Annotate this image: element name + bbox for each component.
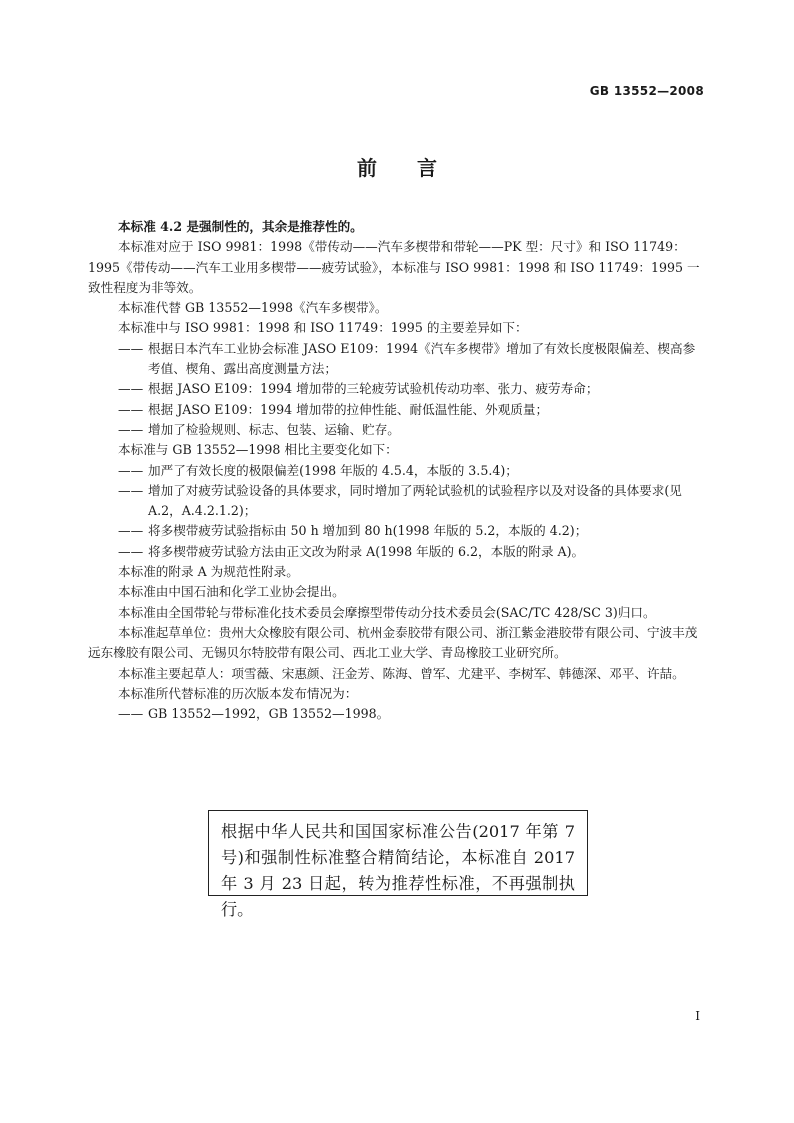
paragraph-committee: 本标准由全国带轮与带标准化技术委员会摩擦型带传动分技术委员会(SAC/TC 428/SC 3)归口。 <box>118 604 656 620</box>
paragraph-changes-intro: 本标准与 GB 13552—1998 相比主要变化如下： <box>118 442 398 458</box>
foreword-body <box>88 217 706 724</box>
dash-mark: —— <box>118 401 144 417</box>
page-number: I <box>695 1009 700 1023</box>
list-item: —— 根据 JASO E109：1994 增加带的拉伸性能、耐低温性能、外观质量； <box>118 400 706 420</box>
standard-number: GB 13552—2008 <box>589 84 704 98</box>
dash-mark: —— <box>118 381 144 397</box>
list-item: —— 加严了有效长度的极限偏差(1998 年版的 4.5.4，本版的 3.5.4)； <box>118 461 706 481</box>
dash-mark: —— <box>118 543 144 559</box>
dash-mark: —— <box>118 462 144 478</box>
list-item: —— 根据日本汽车工业协会标准 JASO E109：1994《汽车多楔带》增加了有效长度极限偏差、楔高参考值、楔角、露出高度测量方法； <box>118 340 696 377</box>
dash-mark: —— <box>118 706 144 722</box>
paragraph-proposed-by: 本标准由中国石油和化学工业协会提出。 <box>118 584 345 600</box>
list-item: —— 将多楔带疲劳试验指标由 50 h 增加到 80 h(1998 年版的 5.2，本版的 4.2)； <box>118 521 706 541</box>
dash-mark: —— <box>118 421 144 437</box>
paragraph-annex: 本标准的附录 A 为规范性附录。 <box>118 564 299 580</box>
dash-mark: —— <box>118 340 144 356</box>
dash-mark: —— <box>118 482 144 498</box>
paragraph-replaces: 本标准代替 GB 13552—1998《汽车多楔带》。 <box>118 300 388 316</box>
list-item: —— GB 13552—1992，GB 13552—1998。 <box>118 704 706 724</box>
paragraph-history-intro: 本标准所代替标准的历次版本发布情况为： <box>118 685 358 701</box>
status-notice-box: 根据中华人民共和国国家标准公告(2017 年第 7 号)和强制性标准整合精简结论，本标准自 2017 年 3 月 23 日起，转为推荐性标准，不再强制执行。 <box>208 810 588 896</box>
paragraph-drafting-units: 本标准起草单位：贵州大众橡胶有限公司、杭州金泰胶带有限公司、浙江紫金港胶带有限公司、宁波丰茂远东橡胶有限公司、无锡贝尔特胶带有限公司、西北工业大学、青岛橡胶工业研究所。 <box>88 624 698 661</box>
list-item: —— 根据 JASO E109：1994 增加带的三轮疲劳试验机传动功率、张力、疲劳寿命； <box>118 379 706 399</box>
paragraph-differences-intro: 本标准中与 ISO 9981：1998 和 ISO 11749：1995 的主要差异如下： <box>118 320 528 336</box>
list-item: —— 增加了对疲劳试验设备的具体要求，同时增加了两轮试验机的试验程序以及对设备的具体要求(见 A.2，A.4.2.1.2)； <box>118 482 682 519</box>
list-item: —— 增加了检验规则、标志、包装、运输、贮存。 <box>118 420 706 440</box>
paragraph-iso-correspondence: 本标准对应于 ISO 9981：1998《带传动——汽车多楔带和带轮——PK 型：尺寸》和 ISO 11749：1995《带传动——汽车工业用多楔带——疲劳试验》，本标准与 ISO 9981：1998 和 ISO 11749：1995 一致性程度为非等效。 <box>88 239 700 295</box>
paragraph-drafters: 本标准主要起草人：项雪薇、宋惠颜、汪金芳、陈海、曾军、尤建平、李树军、韩德深、邓平、许喆。 <box>118 665 685 681</box>
list-item: —— 将多楔带疲劳试验方法由正文改为附录 A(1998 年版的 6.2，本版的附录 A)。 <box>118 542 706 562</box>
paragraph-mandatory-clause: 本标准 4.2 是强制性的，其余是推荐性的。 <box>118 219 363 234</box>
dash-mark: —— <box>118 523 144 539</box>
page-title: 前言 <box>357 156 477 180</box>
